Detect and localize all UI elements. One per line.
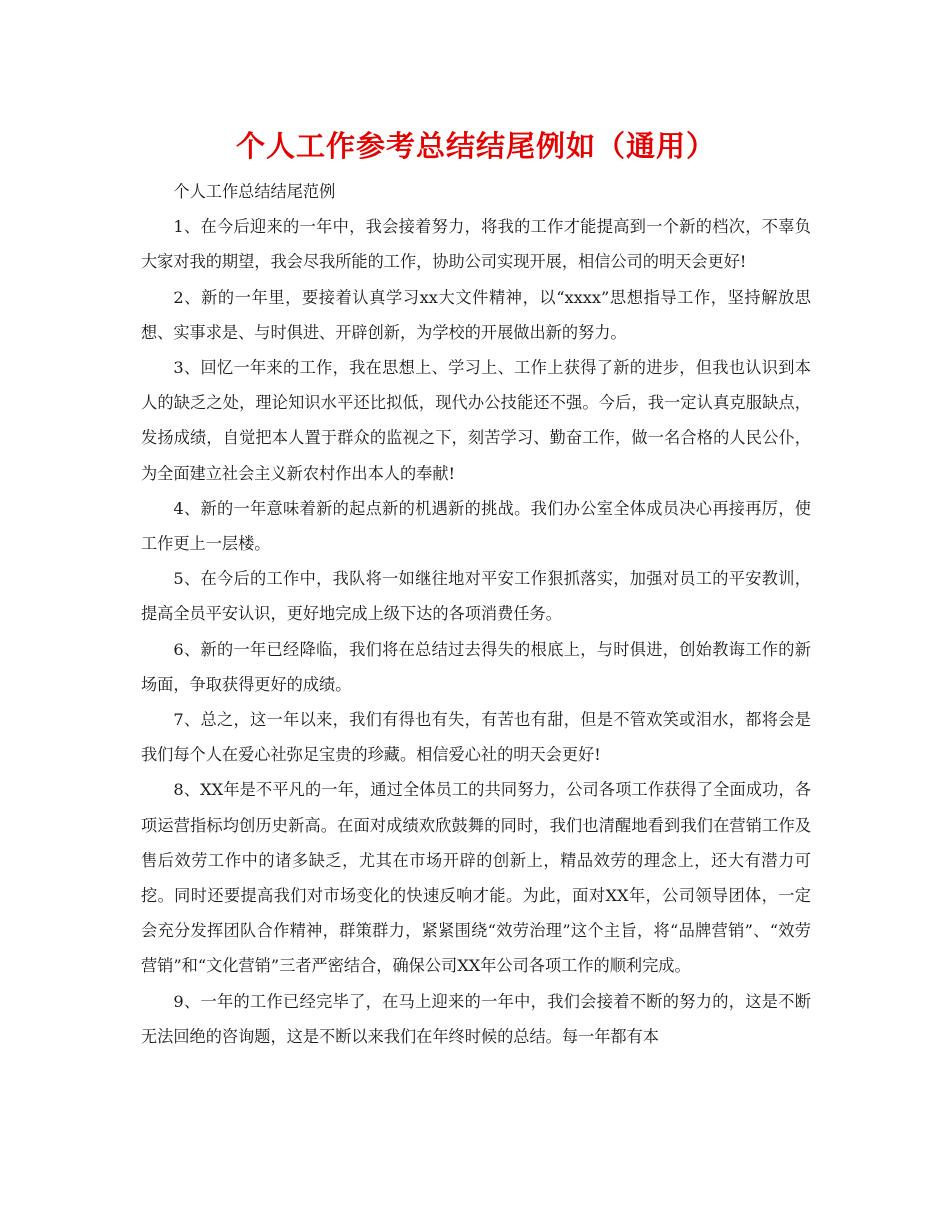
document-title: 个人工作参考总结结尾例如（通用）: [235, 129, 716, 163]
paragraph-2: 2、新的一年里，要接着认真学习xx大文件精神，以“xxxx”思想指导工作，坚持解放思想、实事求是、与时俱进、开辟创新，为学校的开展做出新的努力。: [141, 287, 811, 342]
paragraph-9: 9、一年的工作已经完毕了，在马上迎来的一年中，我们会接着不断的努力的，这是不断无法回绝的咨询题，这是不断以来我们在年终时候的总结。每一年都有本: [141, 991, 811, 1046]
document-page: [141, 118, 811, 1054]
paragraph-3: 3、回忆一年来的工作，我在思想上、学习上、工作上获得了新的进步，但我也认识到本人的缺乏之处，理论知识水平还比拟低，现代办公技能还不强。今后，我一定认真克服缺点，发扬成绩，自觉把本人置于群众的监视之下，刻苦学习、勤奋工作，做一名合格的人民公仆，为全面建立社会主义新农村作出本人的奉献!: [141, 358, 811, 483]
document-subtitle: 个人工作总结结尾范例: [173, 182, 336, 201]
paragraph-8: 8、XX年是不平凡的一年，通过全体员工的共同努力，公司各项工作获得了全面成功，各项运营指标均创历史新高。在面对成绩欢欣鼓舞的同时，我们也清醒地看到我们在营销工作及售后效劳工作中的诸多缺乏，尤其在市场开辟的创新上，精品效劳的理念上，还大有潜力可挖。同时还要提高我们对市场变化的快速反响才能。为此，面对XX年，公司领导团体，一定会充分发挥团队合作精神，群策群力，紧紧围绕“效劳治理”这个主旨，将“品牌营销”、“效劳营销”和“文化营销”三者严密结合，确保公司XX年公司各项工作的顺利完成。: [141, 780, 811, 976]
paragraph-5: 5、在今后的工作中，我队将一如继往地对平安工作狠抓落实，加强对员工的平安教训，提高全员平安认识，更好地完成上级下达的各项消费任务。: [141, 569, 811, 624]
paragraph-1: 1、在今后迎来的一年中，我会接着努力，将我的工作才能提高到一个新的档次，不辜负大家对我的期望，我会尽我所能的工作，协助公司实现开展，相信公司的明天会更好!: [141, 217, 811, 272]
paragraph-4: 4、新的一年意味着新的起点新的机遇新的挑战。我们办公室全体成员决心再接再厉，使工作更上一层楼。: [141, 498, 811, 554]
paragraph-6: 6、新的一年已经降临，我们将在总结过去得失的根底上，与时俱进，创始教诲工作的新场面，争取获得更好的成绩。: [141, 639, 811, 694]
paragraph-7: 7、总之，这一年以来，我们有得也有失，有苦也有甜，但是不管欢笑或泪水，都将会是我们每个人在爱心社弥足宝贵的珍藏。相信爱心社的明天会更好!: [141, 710, 811, 765]
